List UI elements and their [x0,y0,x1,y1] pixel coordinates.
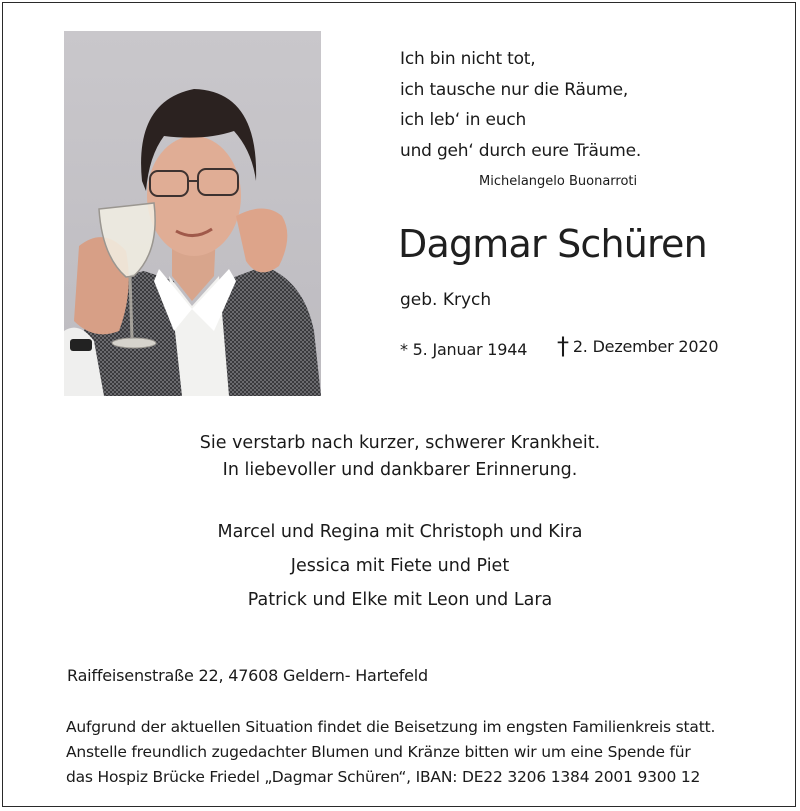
death-date: 2. Dezember 2020 [572,337,719,356]
death-date-group [557,332,718,360]
notice-line: das Hospiz Brücke Friedel „Dagmar Schüren“, IBAN: DE22 3206 1384 2001 9300 12 [66,768,701,786]
address: Raiffeisenstraße 22, 47608 Geldern- Hartefeld [67,666,429,685]
poem-author: Michelangelo Buonarroti [479,174,638,189]
poem-line: Ich bin nicht tot, [400,49,536,69]
poem-line: ich leb‘ in euch [400,110,527,130]
poem [400,44,641,166]
message-line: Sie verstarb nach kurzer, schwerer Krankheit. [199,433,601,453]
poem-line: und geh‘ durch eure Träume. [400,140,642,161]
family-list [0,515,800,617]
family-line: Marcel und Regina mit Christoph und Kira [217,522,583,542]
birth-name: geb. Krych [400,290,492,310]
portrait-photo [64,31,321,396]
birth-date: * 5. Januar 1944 [400,340,528,359]
family-line: Patrick und Elke mit Leon und Lara [247,590,553,610]
cross-icon: † [557,332,569,360]
funeral-notice [66,715,715,790]
poem-line: ich tausche nur die Räume, [400,79,629,100]
notice-line: Anstelle freundlich zugedachter Blumen und Kränze bitten wir um eine Spende für [66,743,691,761]
condolence-message [0,430,800,484]
deceased-name: Dagmar Schüren [398,222,707,266]
family-line: Jessica mit Fiete und Piet [290,556,510,576]
message-line: In liebevoller und dankbarer Erinnerung. [222,460,578,480]
notice-line: Aufgrund der aktuellen Situation findet die Beisetzung im engsten Familienkreis statt. [66,718,716,736]
